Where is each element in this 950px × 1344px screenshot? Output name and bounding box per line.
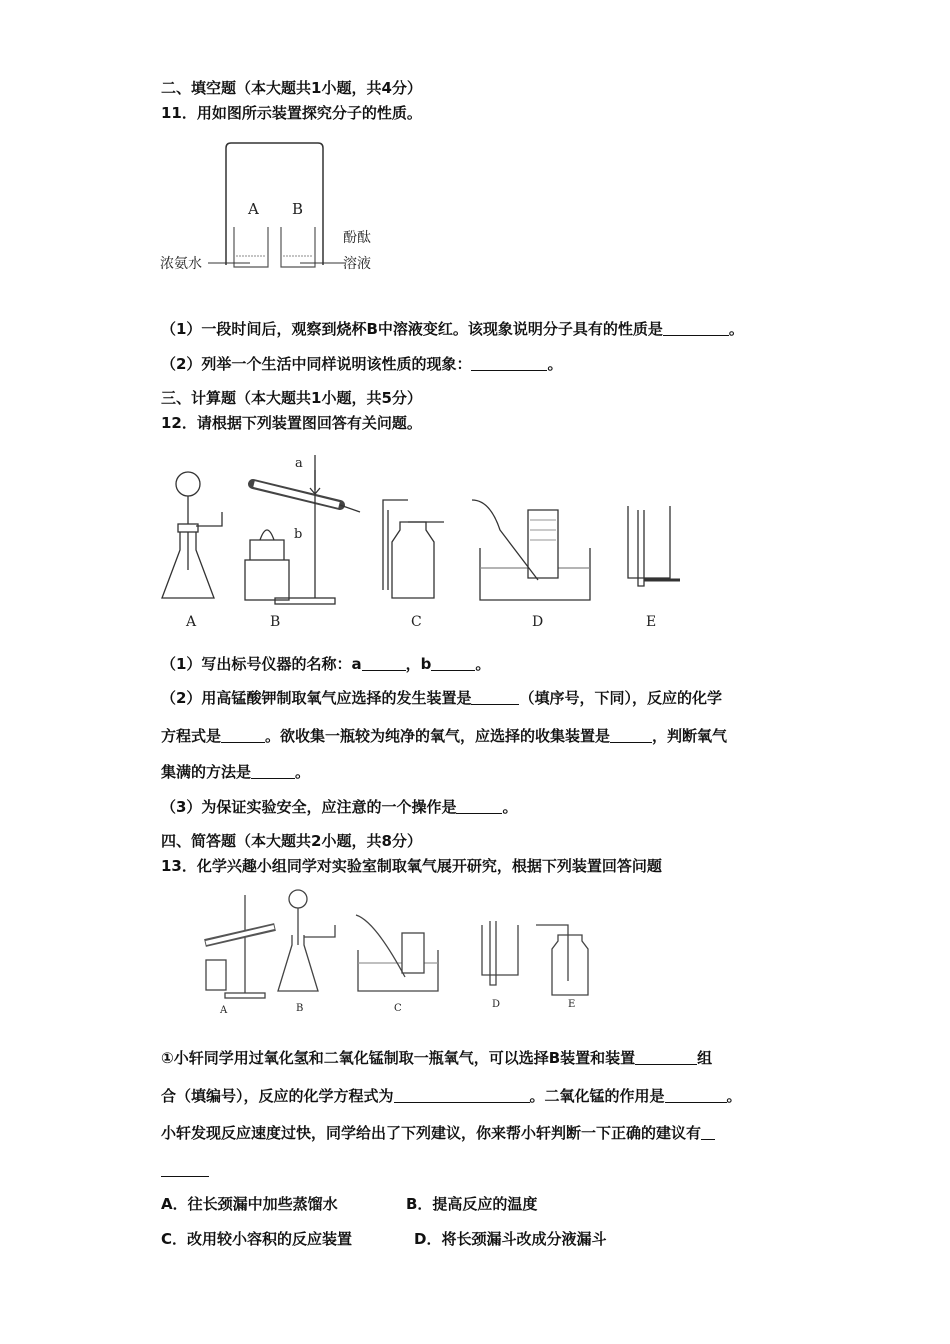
q13-part-1-line-1: ①小轩同学用过氧化氢和二氧化锰制取一瓶氧气，可以选择B装置和装置 组 [161,1049,713,1067]
apparatus-d [472,500,590,600]
q13-label-D: D [492,999,501,1010]
q13-option-a[interactable]: A．往长颈漏中加些蒸馏水 [161,1195,338,1213]
q13-option-b[interactable]: B．提高反应的温度 [406,1195,538,1213]
answer-blank[interactable] [221,728,265,743]
answer-blank[interactable] [610,728,652,743]
q12-part-2-line-2: 方程式是 。欲收集一瓶较为纯净的氧气，应选择的收集装置是 ，判断氧气 [161,727,728,745]
answer-blank[interactable] [471,356,547,371]
q11-label-left: 浓氨水 [160,256,202,272]
q13-label-C: C [394,1003,402,1014]
q12-label-a: a [295,456,303,471]
q12-part-1: （1）写出标号仪器的名称：a ，b 。 [161,655,491,673]
q11-stem: 11．用如图所示装置探究分子的性质。 [161,104,422,122]
answer-blank[interactable] [665,1088,727,1103]
q13-figure [190,885,630,1020]
answer-blank[interactable] [394,1088,530,1103]
answer-blank[interactable] [635,1050,697,1065]
answer-blank[interactable] [456,799,502,814]
q13-option-d[interactable]: D．将长颈漏斗改成分液漏斗 [414,1230,607,1248]
answer-blank[interactable] [701,1125,715,1140]
q13-apparatus-a [205,895,275,998]
q13-label-A: A [220,1005,228,1016]
q12-label-C: C [411,614,422,630]
q13-apparatus-e [536,925,588,995]
q12-part-3: （3）为保证实验安全，应注意的一个操作是 。 [161,798,518,816]
q13-apparatus-d [482,921,518,985]
q12-label-A: A [186,614,197,630]
q13-stem: 13．化学兴趣小组同学对实验室制取氧气展开研究，根据下列装置回答问题 [161,857,662,875]
q13-option-c[interactable]: C．改用较小容积的反应装置 [161,1230,353,1248]
answer-blank[interactable] [663,321,729,336]
section-4-heading: 四、简答题（本大题共2小题，共8分） [161,832,422,850]
q12-part-2-line-1: （2）用高锰酸钾制取氧气应选择的发生装置是 （填序号，下同），反应的化学 [161,689,722,707]
q13-apparatus-c [356,915,438,991]
q11-part-1: （1）一段时间后，观察到烧杯B中溶液变红。该现象说明分子具有的性质是 。 [161,320,744,338]
q12-label-E: E [646,614,657,630]
q13-label-E: E [568,999,576,1010]
q12-figure [150,450,690,635]
q11-figure [150,140,390,280]
q11-label-right-1: 酚酞 [343,230,371,246]
q13-part-2: 小轩发现反应速度过快，同学给出了下列建议，你来帮小轩判断一下正确的建议有 [161,1124,715,1142]
answer-blank[interactable] [251,764,295,779]
answer-blank-continued[interactable] [161,1162,209,1177]
section-3-heading: 三、计算题（本大题共1小题，共5分） [161,389,422,407]
apparatus-e [628,506,680,586]
answer-blank[interactable] [431,656,475,671]
section-2-heading: 二、填空题（本大题共1小题，共4分） [161,79,422,97]
q12-part-2-line-3: 集满的方法是 。 [161,763,311,781]
apparatus-a [162,472,222,598]
q11-label-a: A [248,200,259,218]
q12-label-b: b [294,527,303,542]
apparatus-c [383,500,444,598]
q13-apparatus-b [278,890,335,991]
answer-blank[interactable] [471,690,519,705]
q13-part-1-line-2: 合（填编号），反应的化学方程式为 。二氧化锰的作用是 。 [161,1087,742,1105]
apparatus-b [245,455,360,604]
q11-part-2: （2）列举一个生活中同样说明该性质的现象： 。 [161,355,563,373]
answer-blank[interactable] [362,656,406,671]
q12-stem: 12．请根据下列装置图回答有关问题。 [161,414,422,432]
q13-label-B: B [296,1003,304,1014]
q11-label-right-2: 溶液 [343,256,371,272]
q11-label-b: B [292,200,304,218]
q12-label-B: B [270,614,281,630]
q12-label-D: D [532,614,544,630]
